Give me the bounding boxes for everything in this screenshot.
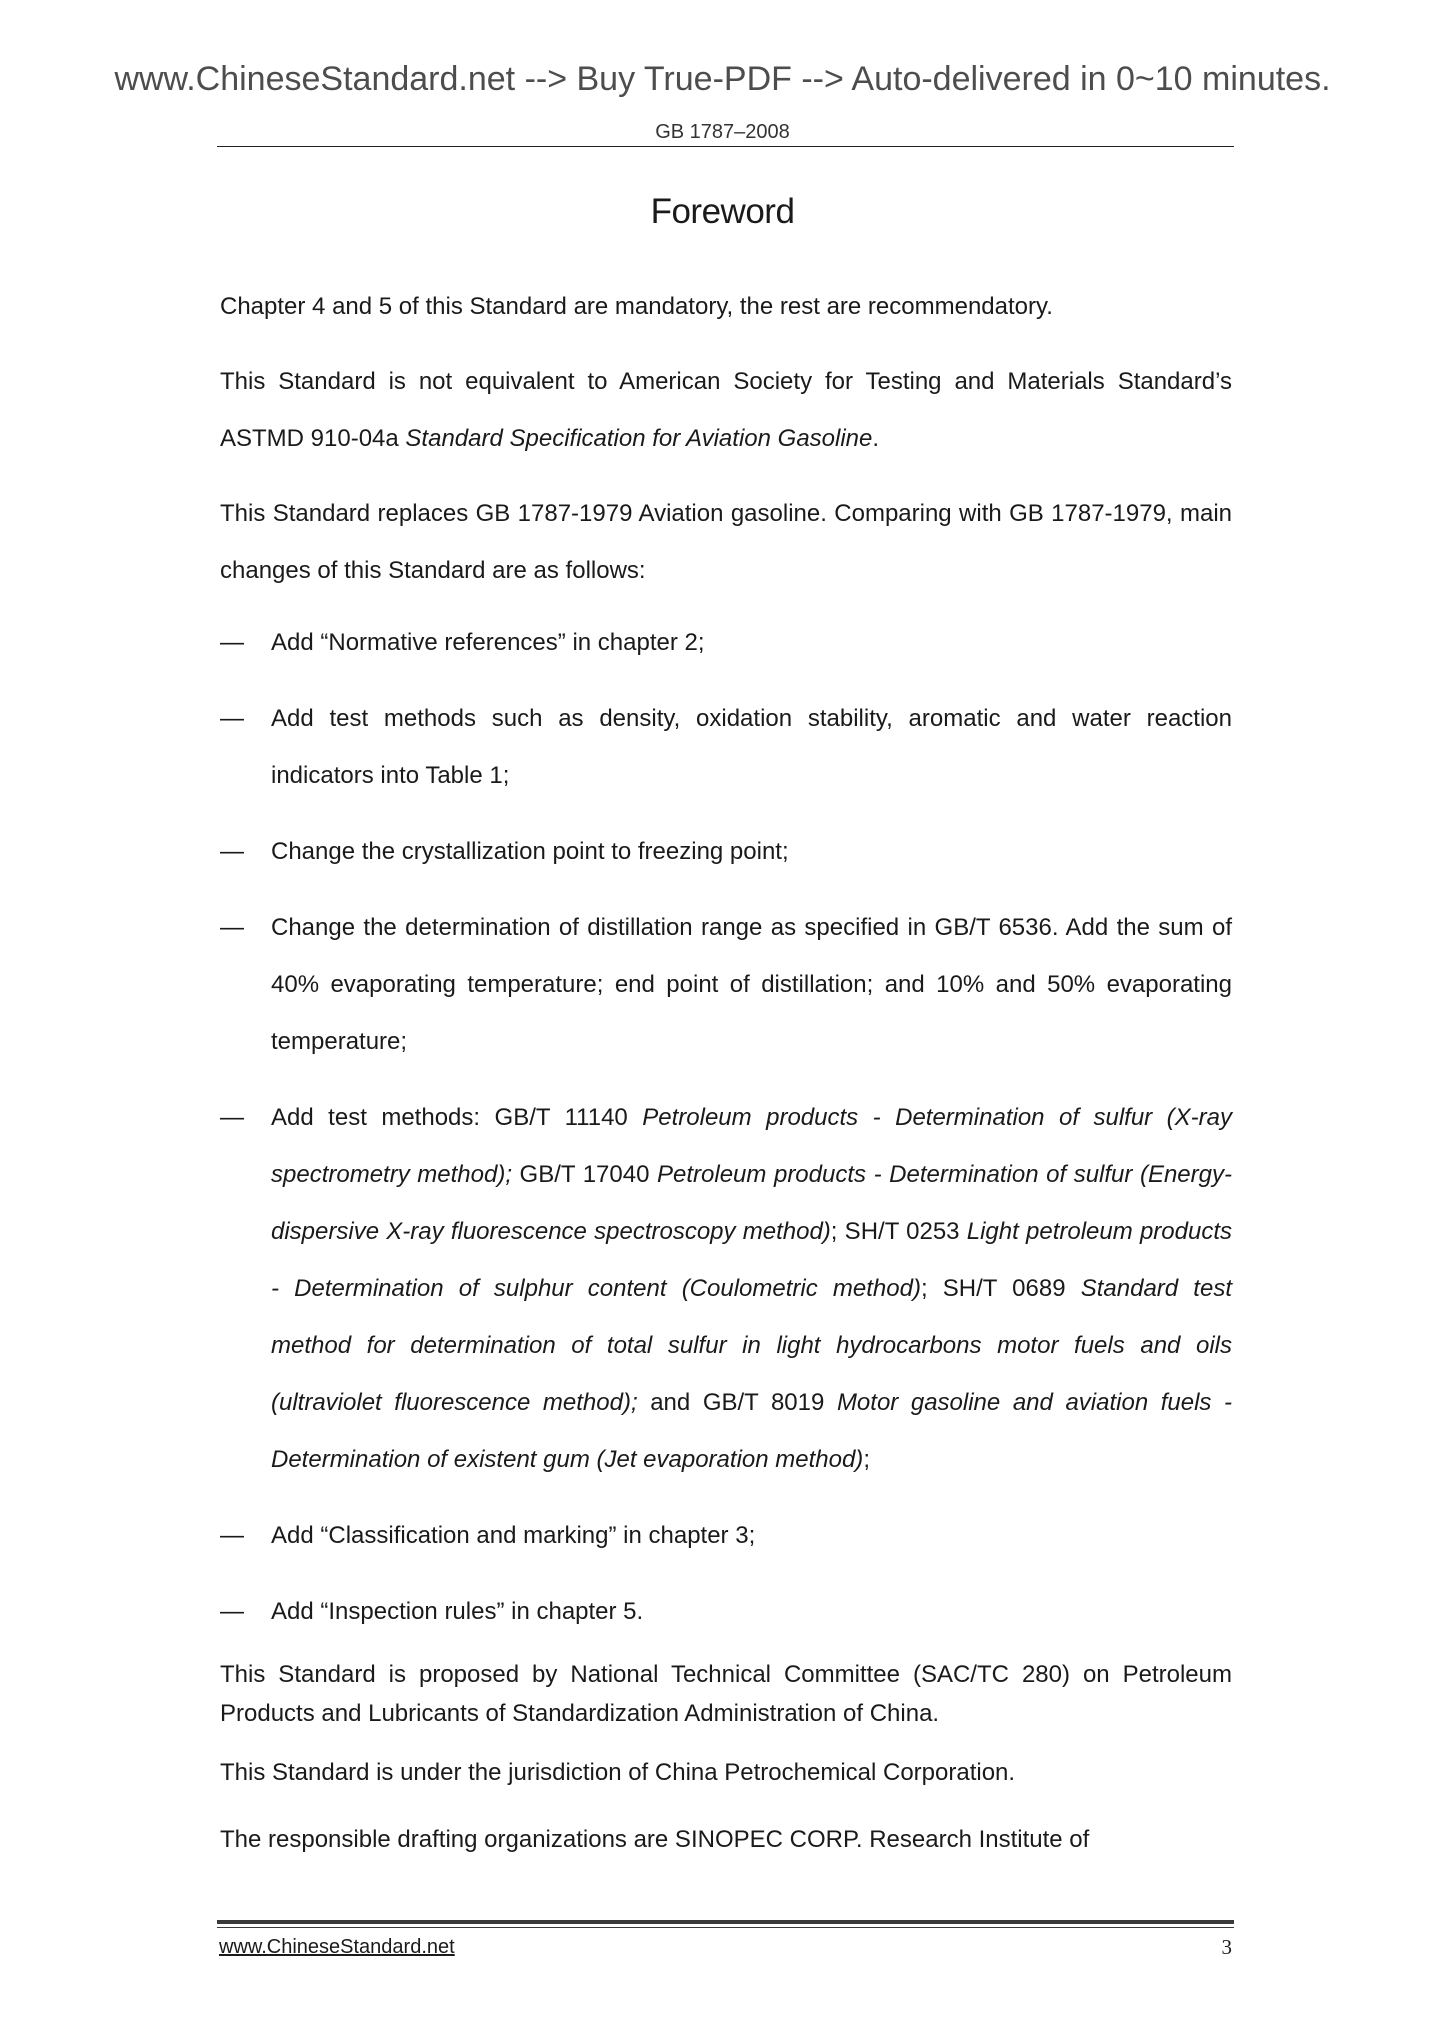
document-body (220, 278, 1232, 1859)
text-run: GB/T 17040 (511, 1161, 658, 1188)
text-run: and GB/T 8019 (637, 1389, 837, 1416)
changes-list (220, 614, 1232, 1640)
list-item-text: Add “Inspection rules” in chapter 5. (271, 1598, 644, 1625)
page-number: 3 (1221, 1935, 1232, 1959)
list-item (220, 1583, 1232, 1640)
method-title: Light petroleum products - Determination of sulphur content (Coulometric method) (271, 1218, 1233, 1302)
list-dash: — (220, 1522, 244, 1549)
text-run: ; (863, 1446, 870, 1473)
list-dash: — (220, 1598, 244, 1625)
footer-divider-thin (217, 1927, 1234, 1928)
method-title: Standard test method for determination of total sulfur in light hydrocarbons motor fuels and oils (ultraviolet fluorescence method); (271, 1275, 1232, 1416)
equivalence-text: This Standard is not equivalent to American Society for Testing and Materials Standard’s ASTMD 910-04a (220, 368, 1232, 452)
astm-title: Standard Specification for Aviation Gasoline (405, 425, 873, 452)
list-item (220, 899, 1232, 1070)
paragraph-proposed-by: This Standard is proposed by National Technical Committee (SAC/TC 280) on Petroleum Products and Lubricants of Standardization Administration of China. (220, 1661, 1232, 1727)
equivalence-period: . (872, 425, 880, 452)
list-dash: — (220, 838, 244, 865)
method-title: Petroleum products - Determination of sulfur (Energy-dispersive X-ray fluorescence spectroscopy method) (271, 1161, 1232, 1245)
paragraph-equivalence (220, 353, 1232, 467)
list-dash: — (220, 705, 244, 732)
paragraph-mandatory-chapters: Chapter 4 and 5 of this Standard are mandatory, the rest are recommendatory. (220, 293, 1053, 320)
method-title: Motor gasoline and aviation fuels - Determination of existent gum (Jet evaporation method) (271, 1389, 1232, 1473)
page-title: Foreword (650, 192, 795, 231)
method-title: Petroleum products - Determination of sulfur (X-ray spectrometry method); (271, 1104, 1232, 1188)
list-item (220, 690, 1232, 804)
list-item-text: Change the crystallization point to freezing point; (271, 838, 789, 865)
list-item-text: Change the determination of distillation range as specified in GB/T 6536. Add the sum of 40% evaporating temperature; end point of distillation; and 10% and 50% evaporating temperature; (271, 914, 1232, 1055)
list-item-text: Add “Normative references” in chapter 2; (271, 629, 705, 656)
footer-divider (217, 1920, 1234, 1924)
list-item (220, 1507, 1232, 1564)
list-item-text: Add “Classification and marking” in chapter 3; (271, 1522, 756, 1549)
paragraph-replaces: This Standard replaces GB 1787-1979 Aviation gasoline. Comparing with GB 1787-1979, main changes of this Standard are as follows: (220, 500, 1232, 584)
text-run: ; SH/T 0253 (830, 1218, 967, 1245)
text-run: Add test methods: GB/T 11140 (271, 1104, 643, 1131)
standard-code: GB 1787–2008 (655, 121, 790, 143)
list-item-text (271, 1104, 1232, 1473)
text-run: ; SH/T 0689 (920, 1275, 1081, 1302)
list-dash: — (220, 914, 244, 941)
site-banner: www.ChineseStandard.net --> Buy True-PDF --> Auto-delivered in 0~10 minutes. (114, 60, 1331, 98)
list-item (220, 614, 1232, 671)
list-dash: — (220, 1104, 244, 1131)
paragraph-jurisdiction: This Standard is under the jurisdiction of China Petrochemical Corporation. (220, 1759, 1016, 1786)
paragraph-drafting-organizations: The responsible drafting organizations are SINOPEC CORP. Research Institute of (220, 1825, 1090, 1853)
list-item-text: Add test methods such as density, oxidation stability, aromatic and water reaction indicators into Table 1; (271, 705, 1232, 789)
list-item (220, 823, 1232, 880)
list-item (220, 1089, 1232, 1488)
footer-site-link[interactable]: www.ChineseStandard.net (219, 1936, 455, 1958)
list-dash: — (220, 629, 244, 656)
header-divider (217, 146, 1234, 147)
